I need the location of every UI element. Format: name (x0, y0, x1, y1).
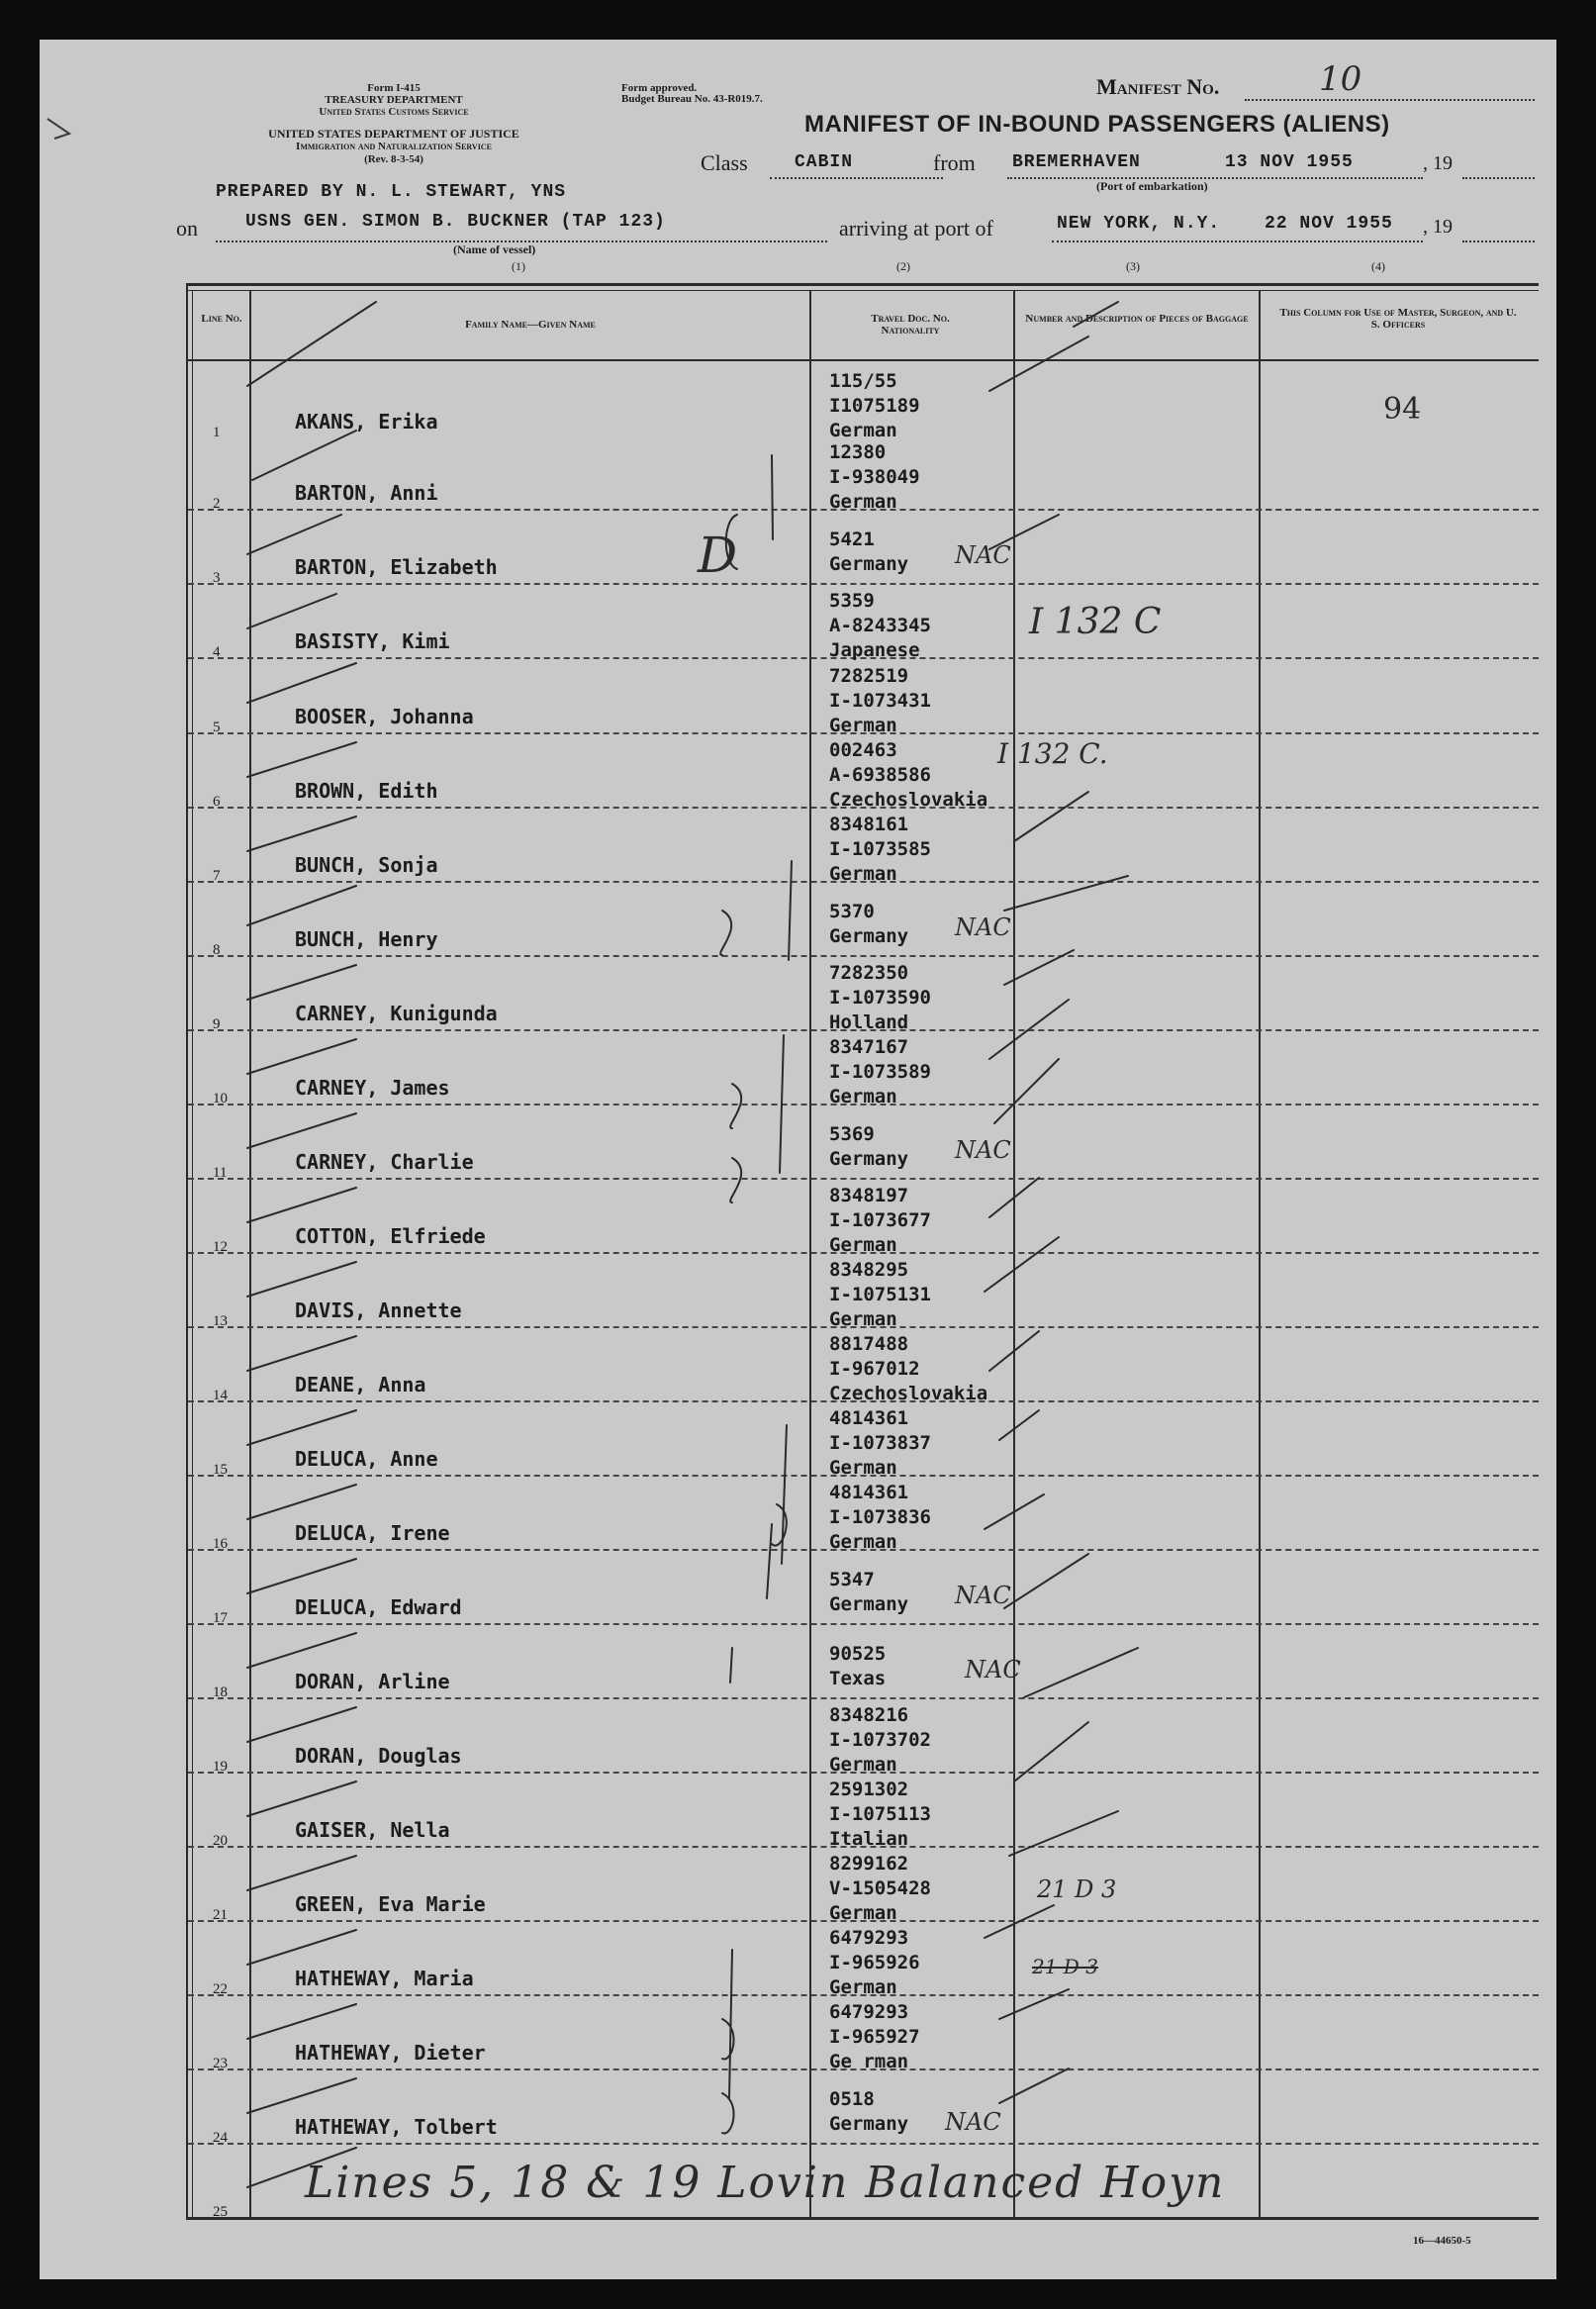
header-officers: This Column for Use of Master, Surgeon, and U. S. Officers (1279, 307, 1517, 331)
col-num-3: (3) (1126, 259, 1140, 273)
vessel-caption: (Name of vessel) (453, 242, 536, 256)
form-approved: Form approved. (621, 82, 698, 94)
arriving-label: arriving at port of (839, 216, 993, 241)
manifest-label: Manifest No. (1096, 74, 1220, 99)
year-suffix-2: , 19 (1423, 216, 1453, 238)
handwritten-note-row3: NAC (955, 541, 1011, 569)
embark-caption: (Port of embarkation) (1096, 179, 1208, 193)
from-date: 13 NOV 1955 (1225, 152, 1354, 172)
handwritten-note-row6: I 132 C. (997, 737, 1108, 770)
header-name: Family Name—Given Name (465, 319, 596, 331)
header-line-no: Line No. (201, 313, 242, 325)
manifest-number: 10 (1319, 59, 1362, 99)
treasury-dept: TREASURY DEPARTMENT (325, 94, 463, 106)
handwritten-note-row17: NAC (955, 1582, 1011, 1609)
class-value: CABIN (795, 152, 854, 172)
header-baggage: Number and Description of Pieces of Baggage (1025, 313, 1249, 325)
col-num-1: (1) (512, 259, 525, 273)
budget-bureau: Budget Bureau No. 43-R019.7. (621, 93, 763, 105)
arrival-port: NEW YORK, N.Y. (1057, 214, 1221, 234)
handwritten-note-row22-struck: 21 D 3 (1032, 1955, 1098, 1978)
handwritten-initial: D (698, 527, 738, 584)
pen-strokes (40, 40, 1556, 2279)
on-label: on (176, 216, 198, 241)
footer-code: 16—44650-5 (1413, 2235, 1471, 2247)
from-port: BREMERHAVEN (1012, 152, 1141, 172)
year-suffix: , 19 (1423, 152, 1453, 174)
justice-dept: UNITED STATES DEPARTMENT OF JUSTICE (268, 127, 519, 141)
handwritten-line25: Lines 5, 18 & 19 Lovin Balanced Hoyn (305, 2158, 1226, 2208)
vessel-name: USNS GEN. SIMON B. BUCKNER (TAP 123) (245, 212, 666, 232)
revision: (Rev. 8-3-54) (364, 153, 423, 165)
manifest-sheet: Form I-415 TREASURY DEPARTMENT United States Customs Service UNITED STATES DEPARTMENT OF JUSTICE Immigration and Naturalization Service (Rev. 8-3-54) Form approved. Budget Bureau No. 43-R019.7. Manifest No. 10 MANIFEST OF IN-BOUND PASSENGERS (ALIENS) Class CABIN from BREMERHAVEN 13 NOV 1955 , 19 (Port of embarkation) PREPARED BY N. L. STEWART, YNS on USNS GEN. SIMON B. BUCKNER (TAP 123) arriving at port of NEW YORK, N.Y. 22 NOV 1955 , 19 (Name of vessel) (1) (2) (3) (4) Line No. Family Name—Given Name Travel Doc. No. Nationality Number and Description of Pieces of Baggage This Column for Use of Master, Surgeon, and U. S. Officers 1 AKANS, Erika 115/55 I1075189 German 94 2 BARTON, Anni 12380 I-938049 German 3 BARTON, Elizabeth 5421 Germany 4 BASISTY, Kimi 5359 A-8243345 Japanese 5 BOOSER, Johanna 7282519 I-1073431 German 6 BROWN, Edith 002463 A-6938586 Czechoslovakia 7 BUNCH, Sonja 8348161 I-1073585 German 8 BUNCH, Henry 5370 Germany 9 CARNEY, Kunigunda 7282350 I-1073590 Holland 10 CARNEY, James 8347167 I-1073589 German 11 CARNEY, Charlie 5369 Germany 12 COTTON, Elfriede 8348197 I-1073677 German 13 DAVIS, Annette 8348295 I-1075131 German 14 DEANE, Anna 8817488 I-967012 Czechoslovakia 15 DELUCA, Anne 4814361 I-1073837 German 16 DELUCA, Irene 4814361 I-1073836 German 17 DELUCA, Edward 5347 Germany 18 DORAN, Arline 90525 Texas 19 DORAN, Douglas 8348216 I-1073702 German 20 GAISER, Nella 2591302 I-1075113 Italian 21 GREEN, Eva Marie 8299162 V-1505428 German 22 HATHEWAY, Maria 6479293 I-965926 German 23 HATHEWAY, Dieter 6479293 I-965927 Ge rman 24 HATHEWAY, Tolbert 0518 Germany 25 NAC I 132 C I 132 C. NAC NAC NAC NAC 21 D 3 21 D 3 NAC D Lines 5, 18 & 19 Lovin Balanced Hoyn 16—44650-5 (40, 40, 1556, 2279)
header-travel-doc: Travel Doc. No. Nationality (871, 313, 950, 337)
handwritten-note-row24: NAC (945, 2108, 1001, 2136)
manifest-title: MANIFEST OF IN-BOUND PASSENGERS (ALIENS) (804, 111, 1390, 138)
handwritten-note-row21: 21 D 3 (1037, 1876, 1117, 1903)
officer-note: 94 (1383, 392, 1422, 427)
col-num-2: (2) (896, 259, 910, 273)
arrival-date: 22 NOV 1955 (1265, 214, 1393, 234)
customs-service: United States Customs Service (319, 106, 469, 118)
handwritten-note-row8: NAC (955, 914, 1011, 941)
prepared-by: PREPARED BY N. L. STEWART, YNS (216, 182, 567, 202)
handwritten-note-row11: NAC (955, 1136, 1011, 1164)
handwritten-note-row4: I 132 C (1029, 602, 1162, 642)
class-label: Class (701, 150, 748, 175)
from-label: from (933, 150, 976, 175)
ins-service: Immigration and Naturalization Service (296, 141, 492, 152)
col-num-4: (4) (1371, 259, 1385, 273)
form-number: Form I-415 (367, 82, 421, 94)
handwritten-note-row18: NAC (965, 1656, 1021, 1684)
